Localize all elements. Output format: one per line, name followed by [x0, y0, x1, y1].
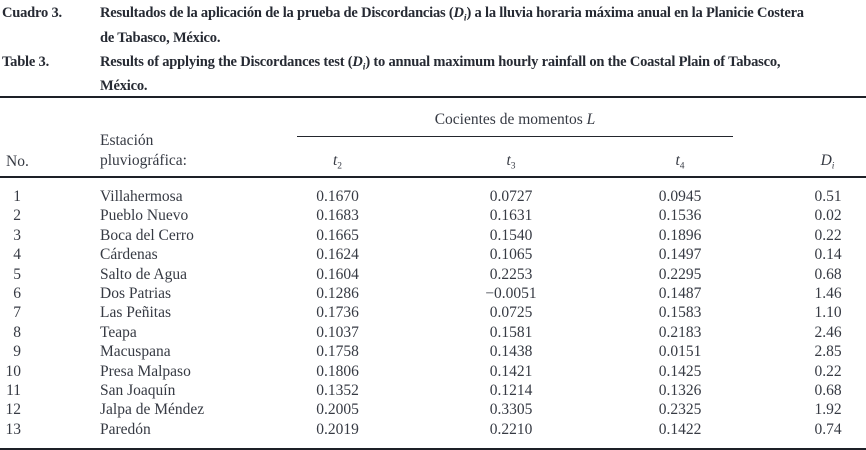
cell-di-value: 1.10	[814, 304, 842, 322]
cell-di-value: 1.46	[814, 285, 842, 303]
t2-subscript: 2	[337, 161, 343, 171]
spanning-header-l-moments	[255, 97, 758, 137]
cell-station-number: 4	[13, 246, 21, 264]
cell-t4-value: 0.0151	[658, 343, 702, 361]
caption-english-line2: México.	[100, 78, 148, 94]
cell-di-value: 0.74	[814, 420, 842, 438]
cell-t3-value: 0.1421	[489, 362, 533, 380]
cell-t2-value: 0.1736	[316, 304, 359, 322]
caption-english-label: Table 3.	[2, 53, 50, 70]
cell-di-value: 2.85	[814, 343, 842, 361]
table-row	[0, 226, 866, 245]
di-base: D	[820, 151, 832, 169]
caption-spanish-line1-pre: Resultados de la aplicación de la prueba de Discordancias (	[100, 5, 454, 21]
table-row	[0, 265, 866, 284]
table-body	[0, 177, 866, 449]
variable-D-subscript: i	[463, 13, 467, 24]
cell-station-name: San Joaquín	[100, 382, 176, 400]
cell-t3-value: 0.1581	[489, 323, 533, 341]
cell-station-name: Presa Malpaso	[100, 362, 191, 380]
caption-english-text	[100, 53, 866, 97]
spanning-header-text: Cocientes de momentos	[434, 111, 587, 128]
cell-di-value: 1.92	[814, 401, 842, 419]
caption-spanish-text	[100, 4, 866, 48]
cell-t4-value: 0.1896	[658, 226, 702, 244]
col-header-t3	[420, 137, 602, 177]
cell-t2-value: 0.1037	[316, 323, 359, 341]
cell-t4-value: 0.1583	[658, 304, 702, 322]
cell-t2-value: 0.1352	[316, 382, 359, 400]
cell-t2-value: 0.1665	[316, 226, 359, 244]
cell-station-number: 2	[13, 207, 21, 225]
cell-t2-value: 0.1806	[316, 362, 359, 380]
cell-di-value: 0.68	[814, 382, 842, 400]
variable-D-icon: D	[453, 5, 464, 21]
caption-spanish-line1	[100, 4, 866, 29]
cell-t3-value: 0.0727	[489, 188, 533, 205]
cell-station-name: Salto de Agua	[100, 265, 187, 283]
cell-di-value: 0.14	[814, 246, 842, 264]
cell-station-name: Boca del Cerro	[100, 226, 194, 244]
caption-english-line1-pre: Results of applying the Discordances test (	[100, 53, 353, 70]
cell-t4-value: 0.1326	[658, 382, 702, 400]
cell-t4-value: 0.1425	[658, 362, 702, 380]
table-captions	[0, 0, 866, 96]
cell-di-value: 0.22	[814, 226, 842, 244]
cell-station-number: 9	[13, 343, 21, 361]
cell-station-name: Teapa	[100, 323, 137, 341]
cell-t3-value: 0.1214	[489, 382, 533, 400]
variable-L-icon: L	[586, 111, 596, 128]
cell-t2-value: 0.1683	[316, 207, 359, 225]
t3-subscript: 3	[510, 161, 516, 171]
cell-station-number: 5	[13, 265, 21, 283]
t2-base: t	[332, 151, 338, 169]
cell-t3-value: 0.2210	[489, 420, 533, 438]
cell-station-number: 1	[13, 188, 21, 205]
cell-t3-value: 0.1065	[489, 246, 533, 264]
col-header-station-line1: Estación	[100, 132, 154, 149]
cell-di-value: 0.22	[814, 362, 842, 380]
cell-t3-value: 0.1540	[489, 226, 533, 244]
cell-di-value: 0.51	[814, 188, 842, 205]
cell-station-name: Pueblo Nuevo	[100, 207, 189, 225]
cell-t4-value: 0.0945	[658, 188, 702, 205]
table-row	[0, 400, 866, 419]
cell-station-name: Macuspana	[100, 343, 171, 361]
caption-spanish-line1-post: ) a la lluvia horaria máxima anual en la Planicie Costera	[466, 5, 804, 21]
cell-t3-value: 0.2253	[489, 265, 533, 283]
spanning-header-rule	[297, 111, 733, 137]
caption-english	[2, 53, 866, 97]
col-header-station-line2: pluviográfica:	[100, 152, 187, 169]
t4-subscript: 4	[679, 161, 685, 171]
cell-t2-value: 0.1670	[316, 188, 359, 205]
cell-t2-value: 0.1604	[316, 265, 359, 283]
table-row	[0, 284, 866, 303]
cell-t4-value: 0.1497	[658, 246, 702, 264]
di-subscript: i	[831, 161, 835, 171]
table-row	[0, 323, 866, 342]
cell-station-name: Las Peñitas	[100, 304, 172, 322]
cell-t4-value: 0.2325	[658, 401, 702, 419]
cell-station-name: Cárdenas	[100, 246, 158, 264]
variable-D-subscript: i	[362, 62, 366, 72]
cell-station-name: Paredón	[100, 420, 151, 438]
caption-spanish-line2: de Tabasco, México.	[100, 29, 221, 46]
caption-spanish	[2, 4, 866, 48]
cell-di-value: 0.68	[814, 265, 842, 283]
cell-t4-value: 0.2295	[658, 265, 702, 283]
table-row	[0, 381, 866, 400]
table-row	[0, 245, 866, 264]
cell-station-number: 6	[13, 285, 21, 303]
cell-t4-value: 0.2183	[658, 323, 702, 341]
cell-di-value: 0.02	[814, 207, 842, 225]
cell-t4-value: 0.1487	[658, 285, 702, 303]
col-header-no: No.	[6, 153, 29, 170]
cell-t2-value: 0.1624	[316, 246, 359, 264]
cell-t3-value: −0.0051	[485, 285, 537, 303]
cell-station-number: 7	[13, 304, 21, 322]
col-header-station	[38, 97, 255, 177]
table-row	[0, 177, 866, 206]
cell-station-number: 13	[5, 420, 21, 438]
variable-D-icon: D	[352, 53, 363, 70]
cell-t2-value: 0.1758	[316, 343, 359, 361]
table-row	[0, 303, 866, 322]
cell-di-value: 2.46	[814, 323, 842, 341]
cell-t3-value: 0.1438	[489, 343, 533, 361]
cell-station-number: 11	[6, 382, 21, 400]
cell-t3-value: 0.3305	[489, 401, 533, 419]
cell-station-name: Villahermosa	[100, 188, 183, 205]
header-row-span	[0, 97, 866, 137]
cell-station-number: 12	[5, 401, 21, 419]
cell-t3-value: 0.1631	[489, 207, 533, 225]
caption-spanish-label: Cuadro 3.	[2, 5, 62, 21]
col-header-t4	[602, 137, 758, 177]
cell-t3-value: 0.0725	[489, 304, 533, 322]
caption-english-line1-post: ) to annual maximum hourly rainfall on the Coastal Plain of Tabasco,	[365, 53, 781, 70]
cell-t2-value: 0.1286	[316, 285, 359, 303]
cell-t4-value: 0.1536	[658, 207, 702, 225]
cell-station-name: Jalpa de Méndez	[100, 401, 205, 419]
col-header-di	[758, 97, 866, 177]
cell-station-name: Dos Patrias	[100, 285, 172, 303]
caption-english-line1	[100, 53, 866, 78]
table-row	[0, 342, 866, 361]
table-row	[0, 206, 866, 225]
cell-t2-value: 0.2005	[316, 401, 359, 419]
t3-base: t	[506, 151, 511, 169]
cell-station-number: 10	[5, 362, 21, 380]
table-header	[0, 97, 866, 177]
cell-station-number: 3	[13, 226, 21, 244]
col-header-t2	[255, 137, 420, 177]
discordance-results-table	[0, 96, 866, 450]
t4-base: t	[675, 151, 680, 169]
cell-t4-value: 0.1422	[658, 420, 702, 438]
cell-t2-value: 0.2019	[316, 420, 359, 438]
table-row	[0, 362, 866, 381]
cell-station-number: 8	[13, 323, 21, 341]
